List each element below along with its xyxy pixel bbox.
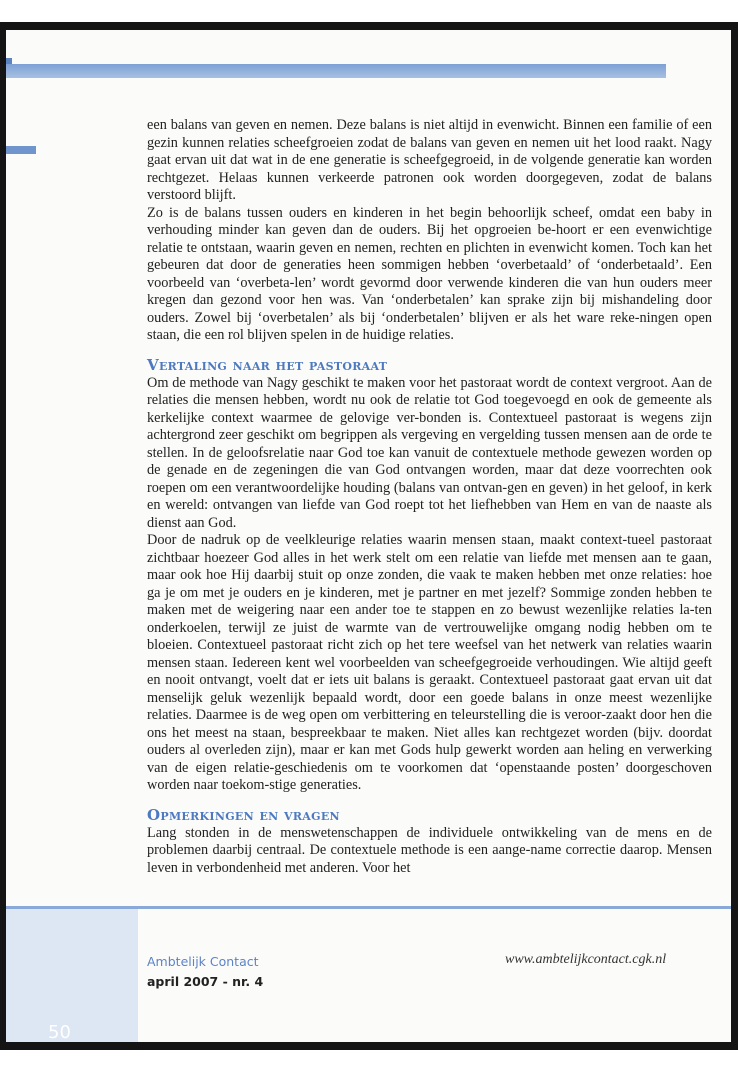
footer-publication <box>147 952 263 992</box>
section-heading: Opmerkingen en vragen <box>147 805 340 824</box>
paragraph: een balans van geven en nemen. Deze balans is niet altijd in evenwicht. Binnen een familie of een gezin kunnen relaties scheefgroeien zodat de balans van geven en nemen uit het lood raakt. Nagy gaat ervan uit dat wat in de ene generatie is scheefgegroeid, in de volgende generatie kan worden rechtgezet. Helaas kunnen verkeerde patronen ook worden doorgegeven, zodat de balans verstoord blijft. <box>147 117 712 203</box>
article-body <box>147 117 712 877</box>
issue-info: april 2007 - nr. 4 <box>147 974 264 989</box>
scan-border-top <box>0 22 738 30</box>
section-heading: Vertaling naar het pastoraat <box>147 355 388 374</box>
scan-border-bottom <box>0 1042 738 1050</box>
paragraph: Door de nadruk op de veelkleurige relaties waarin mensen staan, maakt context-tueel pastoraat zichtbaar hoezeer God alles in het werk stelt om een relatie van liefde met mensen aan te gaan, maar ook hoe Hij daarbij stuit op onze zonden, die vaak te maken hebben met onze relaties: hoe ga je om met je ouders en je kinderen, met je partner en met jezelf? Sommige zonden hebben te maken met de weigering naar een ander toe te stappen en zo bewust wezenlijke relaties la-ten onderkoelen, terwijl ze juist de warmte van de vertrouwelijke omgang nodig hebben om te bloeien. Contextueel pastoraat richt zich op het tere weefsel van het netwerk van relaties waarin mensen staan. Iedereen kent wel voorbeelden van scheefgegroeide verhoudingen. Wie altijd geeft en nooit ontvangt, voelt dat er iets uit balans is geraakt. Contextueel pastoraat gaat ervan uit dat menselijk geluk wezenlijk bepaald wordt, door een goede balans in onze meest wezenlijke relaties. Daarmee is de weg open om verbittering en teleurstelling die is veroor-zaakt door hen die ons het meest na staan, bespreekbaar te maken. Niet alles kan rechtgezet worden (bijv. doordat ouders al overleden zijn), maar er kan met Gods hulp gewerkt worden aan heling en verwerking van de eigen relatie-geschiedenis om te voorkomen dat ‘openstaande posten’ doorgeschoven worden naar toekom-stige generaties. <box>147 532 712 793</box>
website-url[interactable]: www.ambtelijkcontact.cgk.nl <box>505 952 667 967</box>
page-number-block <box>6 909 138 1042</box>
paragraph: Zo is de balans tussen ouders en kinderen in het begin behoorlijk scheef, omdat een baby in verhouding minder kan geven dan de ouders. Bij het opgroeien be-hoort er een evenwichtige relatie te ontstaan, waarin geven en nemen, rechten en plichten in evenwicht komen. Toch kan het gebeuren dat door de generaties heen sommigen hebben ‘overbetaald’ of ‘onderbetaald’. Een voorbeeld van ‘overbeta-len’ wordt gevormd door verwende kinderen die van hun ouders meer kregen dan gezond voor hen was. Van ‘onderbetalen’ kan sprake zijn bij mishandeling door ouders. Zowel bij ‘overbetalen’ als bij ‘onderbetalen’ blijven er als het ware reke-ningen open staan, die een rol blijven spelen in de huidige relaties. <box>147 204 712 343</box>
paragraph: Om de methode van Nagy geschikt te maken voor het pastoraat wordt de context vergroot. Aan de relaties die mensen hebben, wordt nu ook de relatie tot God toegevoegd en ook de gemeente als kerkelijke context waarmee de gelovige ver-bonden is. Contextueel pastoraat is wegens zijn achtergrond zeer geschikt om begrippen als vergeving en vergelding tussen mensen aan de orde te stellen. In de geloofsrelatie naar God toe kan vanuit de contextuele methode gewezen worden op de genade en de zegeningen die van God ontvangen worden, maar dat deze voorrechten ook roepen om een verantwoordelijke houding (balans van ontvan-gen en geven) in het geloof, in kerk en wereld: ontvangen van liefde van God roept tot het liefhebben van Hem en van de naaste als dienst aan God. <box>147 374 712 531</box>
margin-color-mark <box>6 146 36 154</box>
scan-border-right <box>731 22 738 1042</box>
header-color-band <box>6 64 666 78</box>
magazine-title: Ambtelijk Contact <box>147 954 259 969</box>
paragraph: Lang stonden in de menswetenschappen de individuele ontwikkeling van de mens en de problemen daarbij centraal. De contextuele methode is een aange-name correctie daarop. Mensen leven in verbondenheid met anderen. Voor het <box>147 824 712 876</box>
page-number: 50 <box>48 1022 71 1043</box>
